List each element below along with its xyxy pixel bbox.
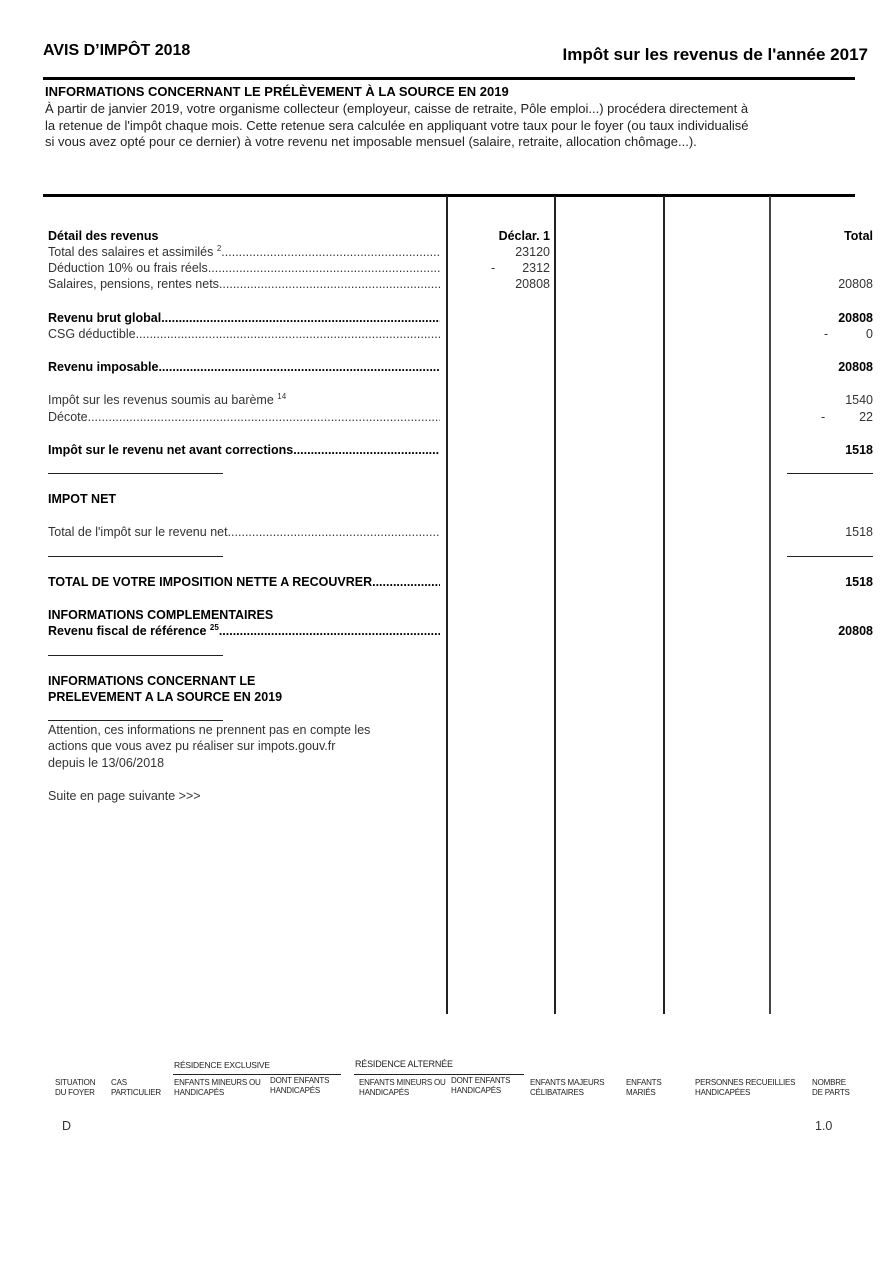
row-label: Revenu fiscal de référence (48, 624, 207, 638)
row-revenu-imposable (48, 359, 440, 379)
document-title: AVIS D’IMPÔT 2018 (43, 42, 191, 59)
row-salaires-nets (48, 276, 440, 296)
row-label: Impôt sur les revenus soumis au barème (48, 393, 274, 407)
col-label: NOMBRE (812, 1078, 846, 1087)
prelevement-info-line: la retenue de l'impôt chaque mois. Cette retenue sera calculée en appliquant votre taux pour le foyer (ou taux individualisé (45, 117, 749, 133)
col-label: DU FOYER (55, 1088, 95, 1097)
value-total-impot-net: 1518 (845, 525, 873, 539)
separator-line (48, 655, 223, 656)
col-label: CAS (111, 1078, 127, 1087)
separator-line (48, 473, 223, 474)
heading-prelevement-line2: PRELEVEMENT A LA SOURCE EN 2019 (48, 690, 283, 704)
col-label: DONT ENFANTS (270, 1076, 330, 1085)
minus-sign: - (821, 410, 826, 424)
row-label: Revenu brut global (48, 311, 162, 325)
col-label: DONT ENFANTS (451, 1076, 511, 1085)
table-top-rule (43, 194, 855, 197)
value-declar1-salaires-nets: 20808 (515, 277, 550, 291)
col-label: CÉLIBATAIRES (530, 1088, 584, 1097)
prelevement-info-line: si vous avez opté pour ce dernier) à votre revenu net imposable mensuel (salaire, retraite, allocation chômage...). (45, 134, 697, 149)
row-impot-avant-corrections (48, 442, 440, 462)
col-label: HANDICAPÉES (695, 1088, 751, 1097)
row-total-impot-net (48, 524, 440, 544)
suite-page-suivante: Suite en page suivante >>> (48, 789, 201, 803)
value-total-decote: 22 (859, 410, 873, 424)
value-declar1-deduction: 2312 (522, 261, 550, 275)
col-label: HANDICAPÉS (359, 1088, 410, 1097)
col-label: ENFANTS (626, 1078, 662, 1087)
value-total-revenu-brut: 20808 (838, 311, 873, 325)
minus-sign: - (824, 327, 829, 341)
col-label: SITUATION (55, 1078, 96, 1087)
footer-col-personnes-recueillies (695, 1078, 795, 1098)
footnote-ref: 2 (216, 244, 222, 253)
prelevement-info-body (45, 101, 865, 151)
row-revenu-fiscal-reference (48, 623, 440, 643)
value-total-impot-avant-corrections: 1518 (845, 443, 873, 457)
column-header-total: Total (844, 229, 873, 243)
group-residence-exclusive: RÉSIDENCE EXCLUSIVE (174, 1060, 270, 1070)
separator-line (48, 720, 223, 721)
column-header-declar1: Déclar. 1 (498, 229, 550, 243)
row-label: Salaires, pensions, rentes nets (48, 277, 219, 291)
value-total-imposition: 1518 (845, 575, 873, 589)
row-label: TOTAL DE VOTRE IMPOSITION NETTE A RECOUVRER (48, 575, 373, 589)
col-label: HANDICAPÉS (174, 1088, 225, 1097)
prelevement-info-line: À partir de janvier 2019, votre organisme collecteur (employeur, caisse de retraite, Pôle emploi...) procédera directement à (45, 101, 749, 116)
group-line (173, 1074, 341, 1075)
value-total-revenu-fiscal-reference: 20808 (838, 624, 873, 638)
attention-line: depuis le 13/06/2018 (48, 756, 165, 770)
group-residence-alternee: RÉSIDENCE ALTERNÉE (355, 1059, 453, 1069)
col-label: PERSONNES RECUEILLIES (695, 1078, 796, 1087)
heading-prelevement-line1: INFORMATIONS CONCERNANT LE (48, 674, 256, 688)
value-total-impot-bareme: 1540 (845, 393, 873, 407)
heading-informations-complementaires: INFORMATIONS COMPLEMENTAIRES (48, 608, 274, 622)
value-declar1-total-salaires: 23120 (515, 245, 550, 259)
value-total-salaires-nets: 20808 (838, 277, 873, 291)
row-label: Impôt sur le revenu net avant corrections (48, 443, 294, 457)
value-total-revenu-imposable: 20808 (838, 360, 873, 374)
col-label: ENFANTS MAJEURS (530, 1078, 605, 1087)
separator-line (787, 556, 873, 557)
separator-line (787, 473, 873, 474)
footer-col-dont-handicapes-alt (451, 1076, 510, 1096)
col-label: HANDICAPÉS (451, 1086, 502, 1095)
col-label: ENFANTS MINEURS OU (359, 1078, 446, 1087)
heading-impot-net: IMPOT NET (48, 492, 117, 506)
footer-col-enfants-majeurs (530, 1078, 604, 1098)
row-label: Total des salaires et assimilés (48, 245, 214, 259)
nombre-parts-value: 1.0 (815, 1119, 833, 1133)
attention-line: actions que vous avez pu réaliser sur impots.gouv.fr (48, 739, 336, 753)
header-rule (43, 77, 855, 80)
footnote-ref: 25 (209, 623, 219, 632)
group-line (354, 1074, 524, 1075)
value-total-csg: 0 (866, 327, 873, 341)
column-divider (554, 196, 556, 1014)
row-label: Décote (48, 410, 88, 424)
footer-col-enfants-mineurs-excl (174, 1078, 261, 1098)
col-label: HANDICAPÉS (270, 1086, 321, 1095)
column-divider (769, 196, 771, 1014)
footer-col-situation (55, 1078, 95, 1098)
row-label: Revenu imposable (48, 360, 159, 374)
column-divider (663, 196, 665, 1014)
separator-line (48, 556, 223, 557)
situation-foyer-value: D (62, 1119, 72, 1133)
row-label: Total de l'impôt sur le revenu net (48, 525, 228, 539)
footer-col-enfants-mineurs-alt (359, 1078, 446, 1098)
col-label: MARIÉS (626, 1088, 656, 1097)
section-title-detail-revenus: Détail des revenus (48, 229, 159, 243)
row-label: CSG déductible (48, 327, 136, 341)
tax-year-title: Impôt sur les revenus de l'année 2017 (562, 45, 868, 64)
footnote-ref: 14 (277, 392, 287, 401)
footer-col-cas-particulier (111, 1078, 161, 1098)
prelevement-info-title: INFORMATIONS CONCERNANT LE PRÉLÈVEMENT À LA SOURCE EN 2019 (45, 84, 509, 99)
footer-col-dont-handicapes-excl (270, 1076, 329, 1096)
minus-sign: - (491, 261, 496, 275)
col-label: PARTICULIER (111, 1088, 161, 1097)
footer-col-enfants-maries (626, 1078, 662, 1098)
attention-line: Attention, ces informations ne prennent pas en compte les (48, 723, 371, 737)
col-label: DE PARTS (812, 1088, 850, 1097)
col-label: ENFANTS MINEURS OU (174, 1078, 261, 1087)
row-total-imposition (48, 574, 440, 594)
column-divider (446, 196, 448, 1014)
row-csg-deductible (48, 326, 440, 346)
row-decote (48, 409, 440, 429)
row-label: Déduction 10% ou frais réels (48, 261, 208, 275)
footer-col-nombre-parts (812, 1078, 850, 1098)
